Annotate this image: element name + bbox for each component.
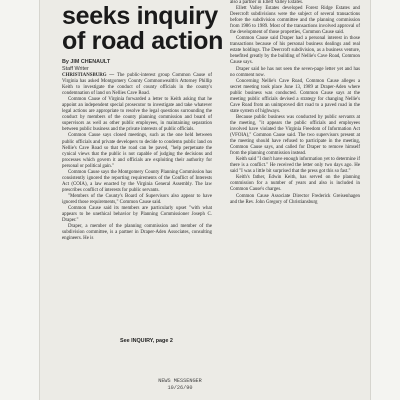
article-paragraph	[62, 73, 212, 97]
article-paragraph: Keith said "I don't have enough information yet to determine if there is a conflict." He received the letter only two days ago. He said "I was a little bit surprised that the press got this so fast."	[230, 157, 360, 175]
article-paragraph: Common Cause of Virginia forwarded a letter to Keith asking that he appoint an independent special prosecutor to investigate and take whatever legal actions are appropriate to resolve the legal questions surrounding the conduct by members of the county planning commission and board of supervisors as well as other public employees, in maintaining separation between public business and the private interests of public officials.	[62, 97, 212, 133]
dateline: CHRISTIANSBURG —	[62, 73, 115, 78]
headline	[62, 4, 232, 54]
byline	[62, 59, 110, 72]
article-paragraph: Common Cause said Draper had a personal interest in those transactions because of his personal business dealings and real estate holdings. The Deercroft subdivision, as a business venture, benefited greatly by the building of Nellie's Cave Road, Common Cause says.	[230, 36, 360, 66]
article-paragraph: also a partner in Ellett Valley Estates.	[230, 0, 304, 5]
source-stamp	[150, 378, 210, 392]
article-paragraph: Ellett Valley Estates developed Forest Ridge Estates and Deercroft subdivisions were the subject of several transactions before the subdivision committee and the planning commission from 1986 to 1989. Most of the transactions involved approval of the development of those properties, Common Cause said.	[230, 6, 360, 36]
article-paragraph: Because public business was conducted by public servants at the meeting, "it appears the public officials and employees involved have violated the Virginia Freedom of Information Act (VFOIA)," Common Cause said. The two supervisors present at the meeting should have refused to participate in the meeting, Common Cause says, and called for Draper to remove himself from the planning commission instead.	[230, 114, 360, 157]
article-paragraph: Draper, a member of the planning commission and member of the subdivision committee, is a partner in Draper-Aden Associates, consulting engineers. He is	[62, 224, 212, 242]
article-paragraph: Common Cause says closed meetings, such as the one held between public officials and private developers to decide to condemn public land on Nellie's Cave Road so that the road can be paved, "help perpetuate the cynical views that the public is not capable of judging the decisions and processes which govern it and officials are exploiting their authority for personal or political gain."	[62, 133, 212, 169]
article-paragraph: Draper said he has not seen the seven-page letter yet and has no comment now.	[230, 66, 360, 78]
article-paragraph: Common Cause says the Montgomery County Planning Commission has consistently ignored the reporting requirements of the Conflict of Interests Act (COIA), a law enacted by the Virginia General Assembly. The law prescribes conflict of interests for public servants.	[62, 169, 212, 193]
continued-jump-line: See INQUIRY, page 2	[120, 338, 173, 344]
article-paragraph: Common Cause said its members are particularly upset "with what appears to be unethical behavior by Planning Commissioner Joseph C. Draper."	[62, 206, 212, 224]
headline-line-2: of road action	[62, 27, 224, 55]
source-date: 10/26/90	[167, 385, 193, 391]
source-name: NEWS MESSENGER	[158, 378, 202, 384]
article-paragraph: Concerning Nellie's Cave Road, Common Cause alleges a secret meeting took place June 13, 1989 at Draper-Aden where public business was conducted. Common Cause says at the meeting public officials devised a strategy for changing Nellie's Cave Road from an unimproved dirt road to a paved road in the state system of highways.	[230, 78, 360, 114]
article-column-1	[62, 73, 212, 242]
article-column-2	[230, 0, 360, 206]
headline-line-1: seeks inquiry	[62, 2, 218, 30]
byline-name: By JIM CHENAULT	[62, 59, 111, 65]
paragraph-text: The public-interest group Common Cause of Virginia has asked Montgomery County Commonwealth's Attorney Phillip Keith to investigate the conduct of county officials in the county's condemnation of land on Nellies Cave Road.	[62, 73, 212, 97]
byline-role: Staff Writer	[62, 65, 89, 72]
article-paragraph: Keith's father, Edwin Keith, has served on the planning commission for a number of years and also is included in Common Cause's charges.	[230, 175, 360, 193]
article-paragraph: Common Cause Associate Director Frederick Greisenhagen and the Rev. John Gregory of Christiansburg	[230, 193, 360, 205]
article-paragraph: "Members of the County's Board of Supervisors also appear to have ignored those requirements," Common Cause said.	[62, 193, 212, 205]
